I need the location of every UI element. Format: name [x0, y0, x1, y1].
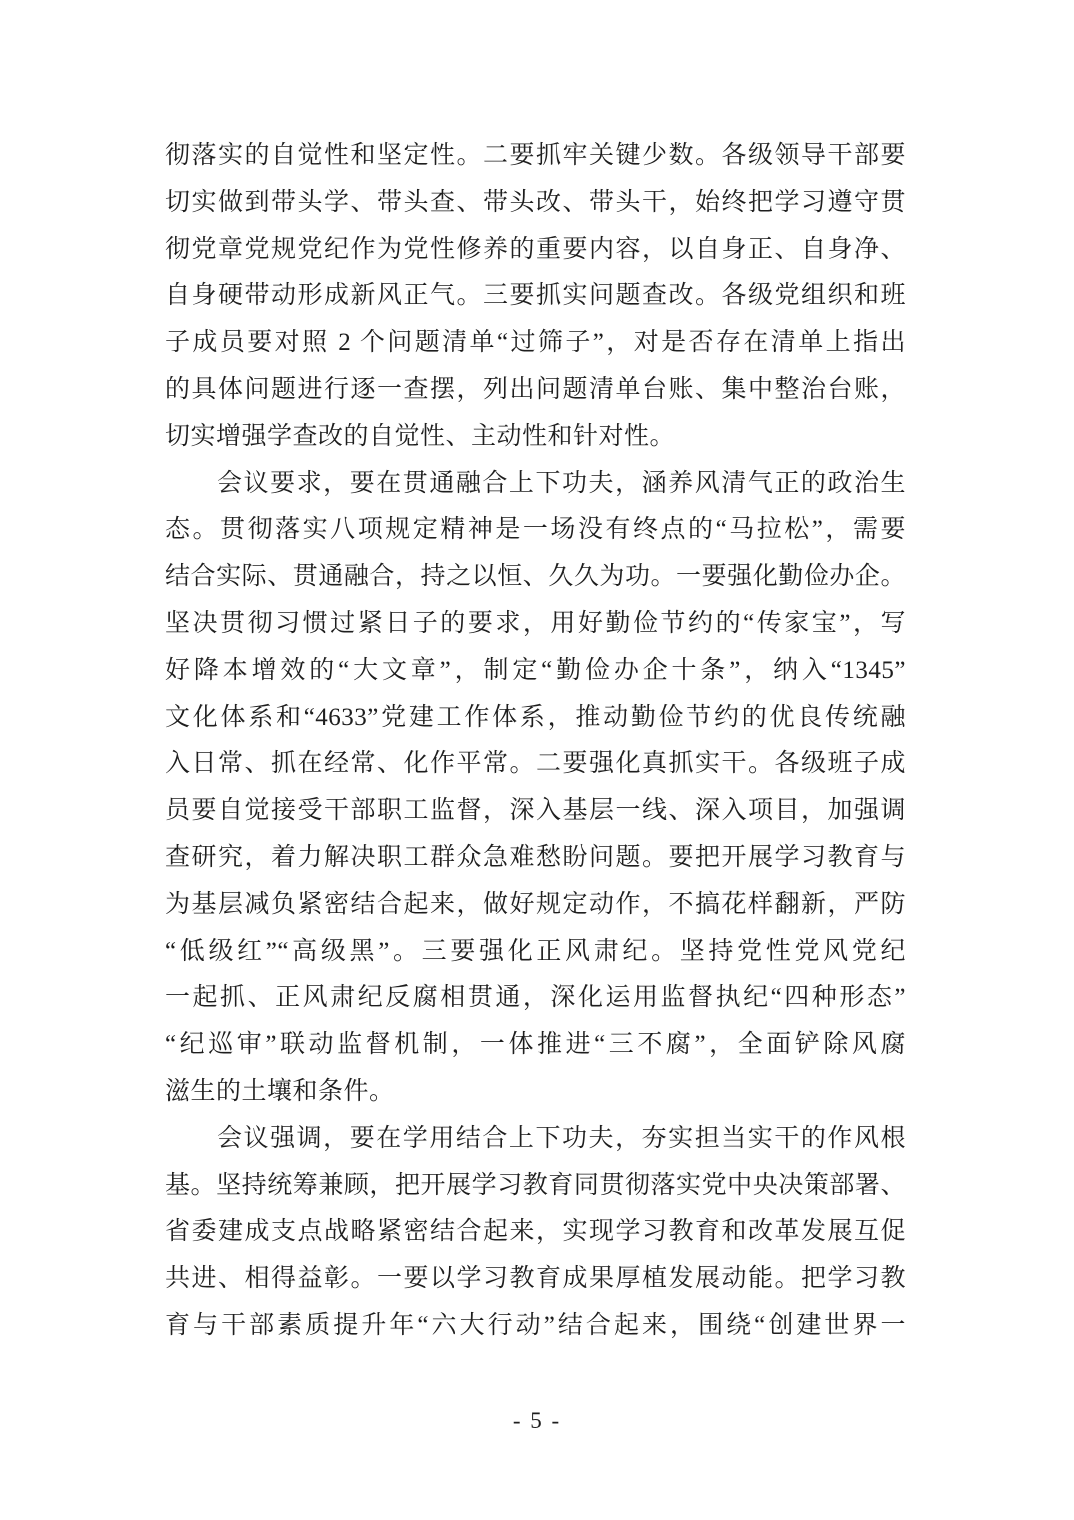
page-number: - 5 - [512, 1408, 562, 1433]
text-line: 态。贯彻落实八项规定精神是一场没有终点的“马拉松”，需要 [165, 516, 906, 544]
text-line: 查研究，着力解决职工群众急难愁盼问题。要把开展学习教育与 [165, 843, 906, 871]
text-line: 一起抓、正风肃纪反腐相贯通，深化运用监督执纪“四种形态” [165, 984, 906, 1012]
text-line: 会议强调，要在学用结合上下功夫，夯实担当实干的作风根 [217, 1124, 906, 1152]
text-line: 彻落实的自觉性和坚定性。二要抓牢关键少数。各级领导干部要 [165, 142, 906, 169]
text-line: 结合实际、贯通融合，持之以恒、久久为功。一要强化勤俭办企。 [165, 563, 906, 591]
text-line: 自身硬带动形成新风正气。三要抓实问题查改。各级党组织和班 [165, 282, 906, 310]
text-line: 省委建成支点战略紧密结合起来，实现学习教育和改革发展互促 [165, 1218, 906, 1246]
text-line: 切实做到带头学、带头查、带头改、带头干，始终把学习遵守贯 [165, 188, 906, 216]
text-line: 育与干部素质提升年“六大行动”结合起来，围绕“创建世界一 [165, 1311, 906, 1339]
text-line: 基。坚持统筹兼顾，把开展学习教育同贯彻落实党中央决策部署、 [165, 1171, 906, 1199]
text-line: 切实增强学查改的自觉性、主动性和针对性。 [165, 422, 676, 450]
text-line: “低级红”“高级黑”。三要强化正风肃纪。坚持党性党风党纪 [165, 937, 906, 965]
text-line: 员要自觉接受干部职工监督，深入基层一线、深入项目，加强调 [165, 797, 906, 825]
text-line: 的具体问题进行逐一查摆，列出问题清单台账、集中整治台账， [165, 375, 906, 403]
text-line: 为基层减负紧密结合起来，做好规定动作，不搞花样翻新，严防 [165, 890, 906, 918]
text-line: 会议要求，要在贯通融合上下功夫，涵养风清气正的政治生 [217, 469, 906, 497]
text-line: 子成员要对照 2 个问题清单“过筛子”，对是否存在清单上指出 [165, 329, 906, 357]
text-line: “纪巡审”联动监督机制，一体推进“三不腐”，全面铲除风腐 [165, 1031, 906, 1059]
text-line: 好降本增效的“大文章”，制定“勤俭办企十条”，纳入“1345” [165, 656, 906, 684]
text-line: 文化体系和“4633”党建工作体系，推动勤俭节约的优良传统融 [165, 703, 906, 731]
document-body [165, 133, 906, 1350]
text-line: 坚决贯彻习惯过紧日子的要求，用好勤俭节约的“传家宝”，写 [165, 609, 906, 637]
text-line: 彻党章党规党纪作为党性修养的重要内容，以自身正、自身净、 [165, 235, 906, 263]
text-line: 共进、相得益彰。一要以学习教育成果厚植发展动能。把学习教 [165, 1265, 906, 1293]
text-line: 入日常、抓在经常、化作平常。二要强化真抓实干。各级班子成 [165, 750, 906, 778]
text-line: 滋生的土壤和条件。 [165, 1077, 395, 1105]
